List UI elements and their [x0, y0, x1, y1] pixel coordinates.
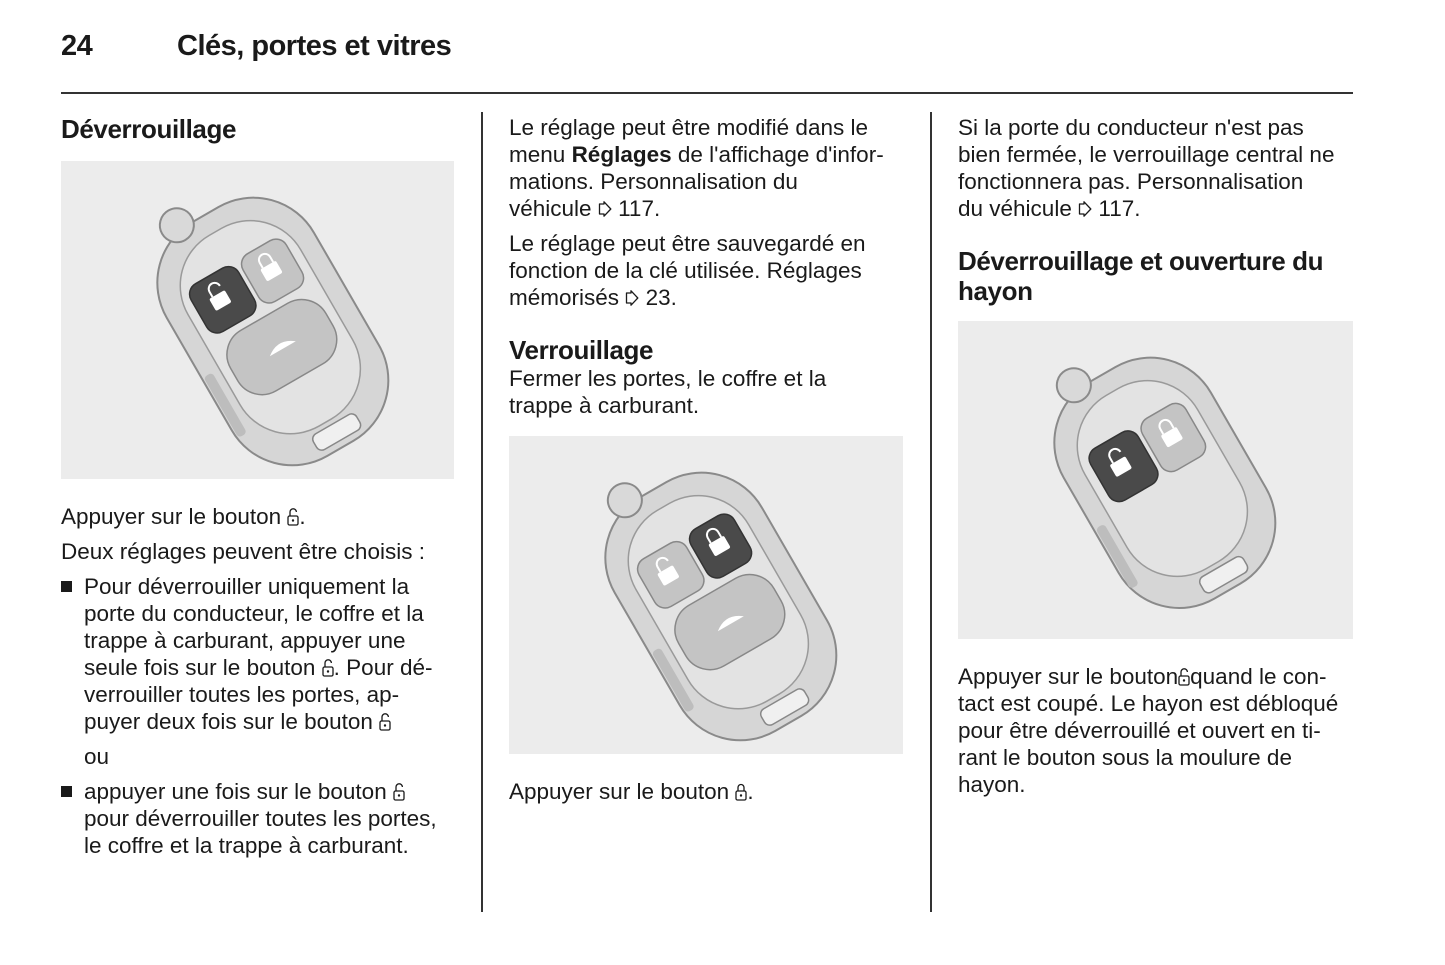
unlock-icon [379, 712, 391, 732]
column-left [61, 114, 456, 859]
column-right [958, 114, 1353, 798]
section-heading-hayon: Déverrouillage et ouverture du hayon [958, 246, 1324, 306]
page-reference-arrow-icon [1078, 201, 1092, 217]
list-item: Pour déverrouiller uniquement la porte du conducteur, le coffre et la trappe à carburant, appuyer une seule fois sur le bouton . Pour dé- verrouiller toutes les portes, ap- puyer deux fois sur le bouton ou [61, 573, 456, 770]
unlock-icon [393, 782, 405, 802]
driver-door-warning: Si la porte du conducteur n'est pas bien fermée, le verrouillage central ne fonctionnera pas. Personnalisation du véhicule 117. [958, 115, 1335, 221]
settings-menu-name: Réglages [571, 142, 672, 167]
bullet-square-icon [61, 581, 72, 592]
section-heading-deverrouillage: Déverrouillage [61, 114, 237, 144]
unlock-icon [1178, 667, 1190, 687]
list-item: appuyer une fois sur le bouton pour déverrouiller toutes les portes, le coffre et la trappe à carburant. [61, 778, 456, 859]
settings-choice-text: Deux réglages peuvent être choisis : [61, 539, 425, 564]
chapter-title: Clés, portes et vitres [177, 30, 452, 62]
key-fob-unlock-figure [61, 161, 454, 479]
unlock-options-list [61, 573, 456, 859]
key-fob-tailgate-figure [958, 321, 1353, 639]
page-number: 24 [61, 30, 93, 62]
page-reference: 117. [1098, 196, 1141, 221]
page-reference-arrow-icon [598, 201, 612, 217]
key-fob-two-button-unlock-icon [958, 321, 1353, 639]
page-reference: 23. [645, 285, 677, 310]
key-fob-unlock-pressed-icon [61, 161, 454, 479]
page-reference-arrow-icon [625, 290, 639, 306]
lock-icon [735, 782, 747, 802]
saved-settings-paragraph: Le réglage peut être sauvegardé en fonction de la clé utilisée. Réglages mémorisés 23. [509, 231, 866, 310]
unlock-icon [287, 507, 299, 527]
column-middle [509, 114, 904, 805]
section-heading-verrouillage: Verrouillage [509, 335, 654, 365]
or-text: ou [84, 744, 110, 769]
tailgate-instruction: Appuyer sur le bouton quand le con- tact est coupé. Le hayon est débloqué pour être déverrouillé et ouvert en ti- rant le bouton sous la moulure de hayon. [958, 664, 1339, 797]
column-divider-1 [481, 112, 483, 912]
column-divider-2 [930, 112, 932, 912]
instruction-unlock: Appuyer sur le bouton . [61, 504, 306, 529]
instruction-lock: Appuyer sur le bouton . [509, 779, 754, 804]
key-fob-lock-pressed-icon [509, 436, 903, 754]
page-reference: 117. [618, 196, 661, 221]
lock-description: Fermer les portes, le coffre et la trappe à carburant. [509, 366, 827, 418]
bullet-square-icon [61, 786, 72, 797]
unlock-icon [322, 658, 334, 678]
key-fob-lock-figure [509, 436, 903, 754]
page-header [61, 30, 1353, 94]
settings-menu-paragraph: Le réglage peut être modifié dans le menu Réglages de l'affichage d'infor- mations. Personnalisation du véhicule 117. [509, 115, 884, 221]
